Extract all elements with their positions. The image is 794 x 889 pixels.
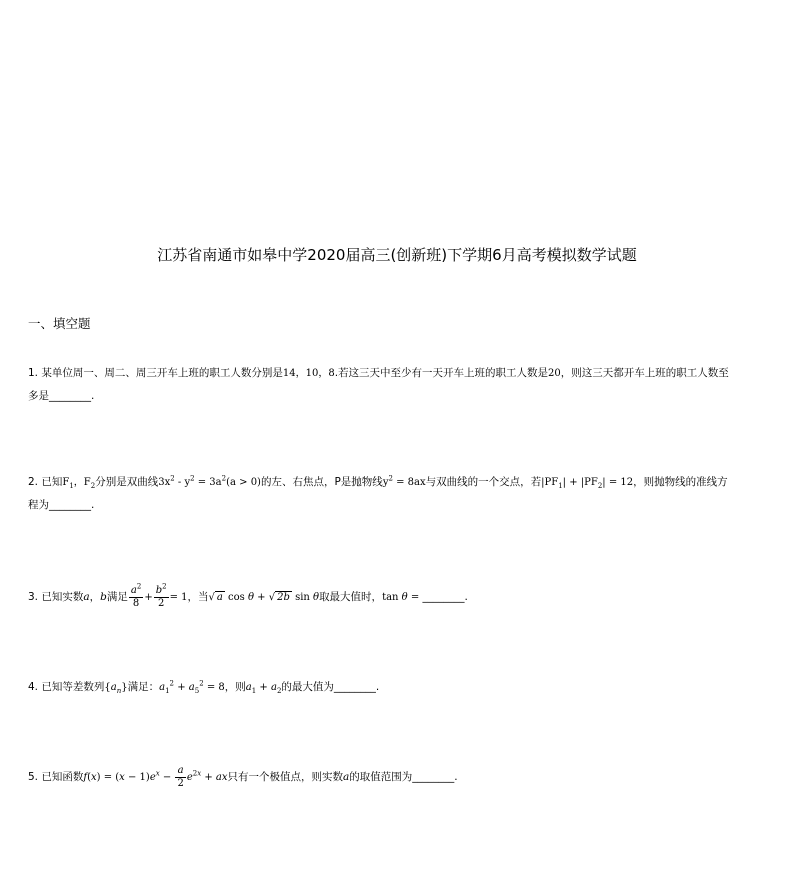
question-text: ， (89, 591, 101, 603)
math-var-a: a (343, 771, 350, 783)
question-end: . (464, 591, 468, 603)
question-text: ，则 (224, 681, 246, 693)
math-hyperbola: $3x^2 - y^2 = 3a^2(a > 0)$ (158, 474, 261, 488)
math-expression: √ a cos θ + √ 2b sin θ (208, 592, 320, 603)
math-fraction: $\frac{b^2}{2}$ (155, 582, 167, 609)
question-text: 已知 (41, 476, 63, 488)
math-function-rest: $e^{2x}$ + ax (186, 769, 228, 783)
question-text: 与双曲线的一个交点，若 (425, 476, 542, 488)
question-text: ，则这三天都开车上班的职工人数至多是 (28, 367, 729, 402)
math-fraction: $\frac{a}{2}$ (177, 764, 184, 789)
math-fraction: $\frac{a^2}{8}$ (130, 582, 142, 609)
answer-blank: ________ (412, 771, 455, 783)
question-text: 满足 (106, 591, 128, 603)
math-sequence: $\{a_n\}$ (104, 682, 128, 695)
question-text: .若这三天中至少有一天开车上班的职工人数是 (334, 367, 549, 379)
question-end: . (91, 499, 95, 511)
question-text: ，则抛物线的准线方程为 (28, 476, 728, 511)
question-text: 满足： (127, 681, 160, 693)
question-text: 取最大值时， (319, 591, 383, 603)
question-3: 3. 已知实数a，b满足 $\frac{a^2}{8}$ + $\frac{b^2}{2}$ = 1，当√ a cos θ + √ 2b sin θ取最大值时，tan θ = ________. (28, 582, 738, 613)
question-end: . (91, 390, 95, 402)
question-text: 的取值范围为 (349, 771, 413, 783)
question-number-value: 20 (548, 368, 561, 379)
question-text: 只有一个极值点，则实数 (227, 771, 344, 783)
math-var-b: b (100, 591, 107, 603)
answer-blank: ________ (333, 681, 376, 693)
question-end: . (454, 771, 458, 783)
question-text: 分别是双曲线 (95, 476, 159, 488)
question-1 (28, 362, 738, 407)
math-var-a: a (83, 591, 90, 603)
section-heading: 一、填空题 (28, 316, 91, 331)
math-function: $f(x) = (x - 1)e^x$ − (83, 769, 175, 783)
math-condition: $a_1^2 + a_5^2 = 8$ (159, 679, 225, 695)
question-end: . (375, 681, 380, 693)
math-foci: $F_1$，$F_2$ (62, 477, 96, 490)
question-text: 已知函数 (41, 771, 84, 783)
question-number: 5. (28, 771, 39, 783)
math-sum: $a_1 + a_2$ (245, 682, 282, 695)
page-title: 江苏省南通市如皋中学2020届高三(创新班)下学期6月高考模拟数学试题 (157, 246, 637, 264)
answer-blank: ________ (422, 591, 465, 603)
question-number: 3. (28, 591, 39, 603)
question-4 (28, 676, 738, 699)
question-number: 2. (28, 476, 39, 488)
question-text: 已知实数 (41, 591, 84, 603)
question-text: 已知等差数列 (41, 681, 105, 693)
question-numbers: 14，10，8 (282, 368, 335, 379)
question-2 (28, 471, 738, 516)
answer-blank: ________ (49, 390, 91, 402)
question-number: 4. (28, 681, 39, 693)
math-condition: $|PF_1| + |PF_2| = 12$ (541, 477, 634, 490)
question-text: 的左、右焦点，P是抛物线 (260, 476, 383, 488)
question-text: ，当 (187, 591, 209, 603)
question-text: 某单位周一、周二、周三开车上班的职工人数分别是 (41, 367, 283, 379)
math-parabola: $y^2 = 8ax$ (382, 474, 426, 488)
question-5 (28, 762, 738, 793)
math-tan: tan θ = (382, 592, 423, 603)
question-text: 的最大值为 (281, 681, 334, 693)
answer-blank: ________ (49, 499, 91, 511)
question-number: 1. (28, 367, 39, 379)
